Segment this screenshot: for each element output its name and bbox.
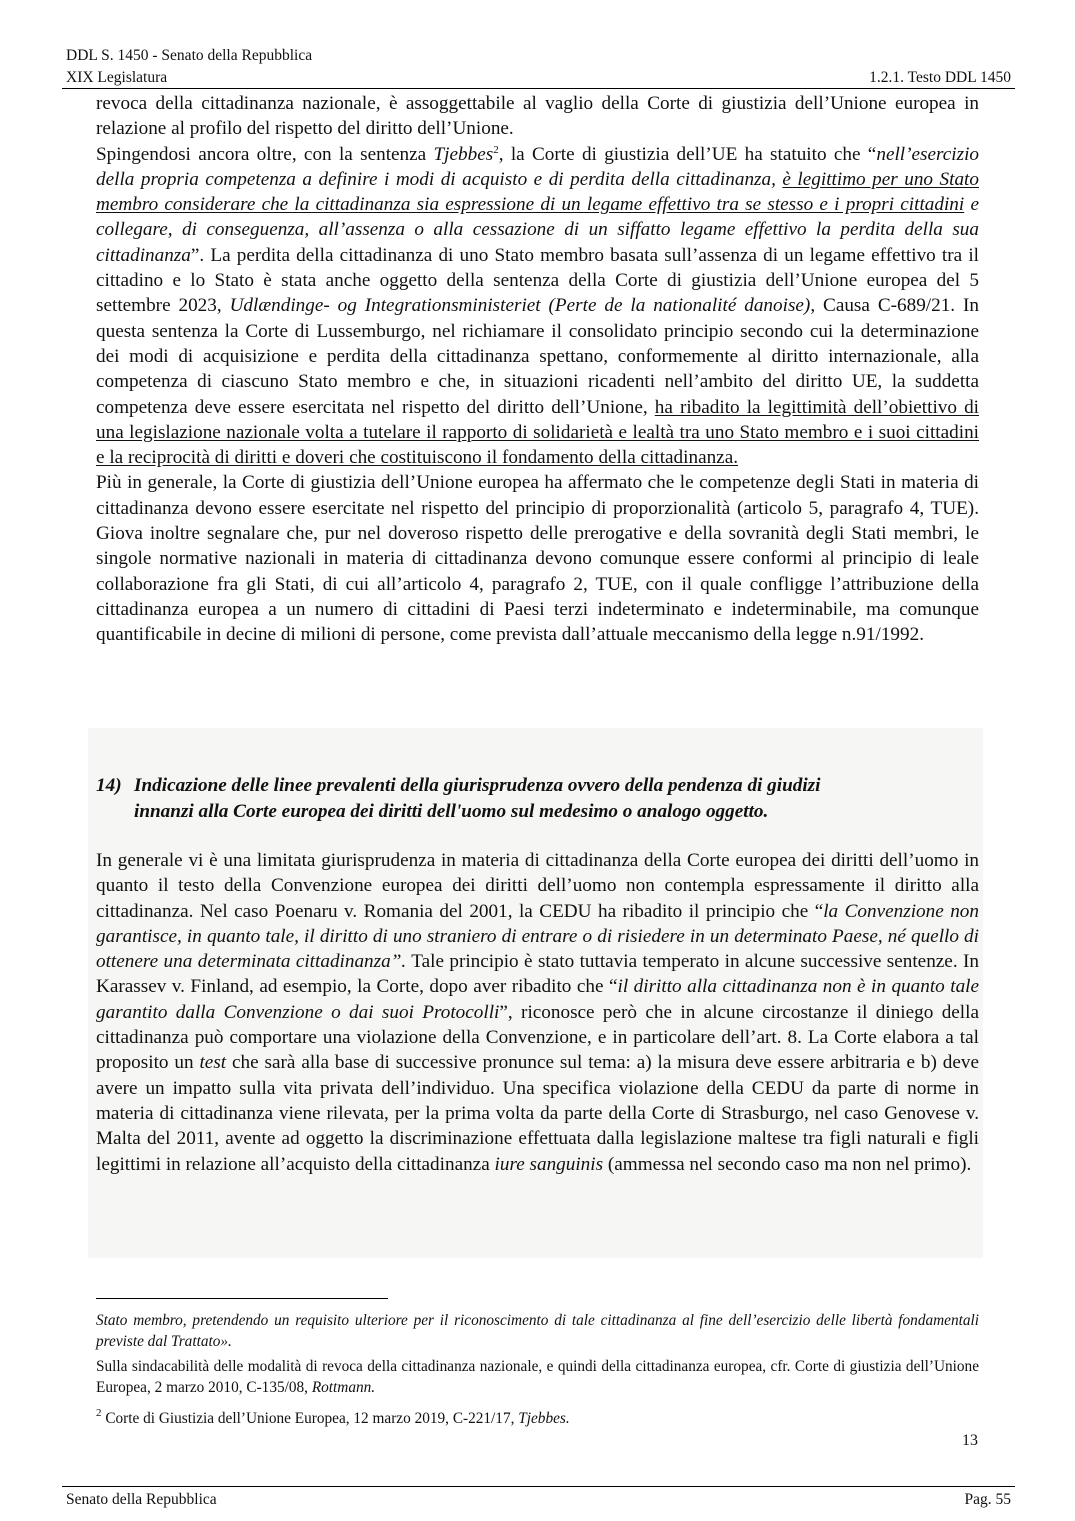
case-name-rottmann: Rottmann. <box>311 1378 376 1396</box>
header-legislature: XIX Legislatura <box>66 69 168 86</box>
term-italic: test <box>199 1052 227 1074</box>
text-run: ”, riconosce però che in alcune circostanze il diniego della cittadinanza può comportare una violazione della Convenzione, e in particolare dell’art. 8. La Corte elabora a tal proposito un <box>96 1001 979 1074</box>
paragraph-revoca: revoca della cittadinanza nazionale, è assoggettabile al vaglio della Corte di giustizia dell’Unione europea in relazione al profilo del rispetto del diritto dell’Unione. <box>96 93 979 140</box>
footnote-2 <box>96 1409 979 1430</box>
quote-italic: la Convenzione non garantisce, in quanto tale, il diritto di uno straniero di entrare o di risiedere in un determinato Paese, né quello di ottenere una determinata cittadinanza”. <box>96 900 979 973</box>
footer-page-number: Pag. 55 <box>964 1491 1011 1508</box>
term-italic: iure sanguinis <box>494 1153 604 1175</box>
footnote-divider <box>96 1298 388 1299</box>
text-run: Spingendosi ancora oltre, con la sentenza <box>96 143 434 165</box>
quote-italic: il diritto alla cittadinanza non è in quanto tale garantito dalla Convenzione o dai suoi Protocolli <box>96 976 980 1023</box>
section-14-body <box>96 848 979 1177</box>
heading-line-1: Indicazione delle linee prevalenti della giurisprudenza ovvero della pendenza di giudizi <box>134 775 821 796</box>
heading-line-2: innanzi alla Corte europea dei diritti dell'uomo sul medesimo o analogo oggetto. <box>134 801 769 822</box>
footer-divider <box>62 1486 1015 1487</box>
case-name-tjebbes: Tjebbes <box>433 143 494 165</box>
header-divider <box>62 88 1015 89</box>
paragraph-tjebbes <box>96 142 979 471</box>
inner-page-number: 13 <box>962 1432 978 1449</box>
quote-italic: e collegare, di conseguenza, all’assenza o alla cessazione di un siffatto legame effettivo la perdita della sua cittadinanza <box>96 194 979 266</box>
footer-institution: Senato della Repubblica <box>66 1491 217 1508</box>
quote-italic: nell’esercizio della propria competenza a definire i modi di acquisto e di perdita della cittadinanza, <box>96 143 979 190</box>
case-name-danish: Udlændinge- og Integrationsministeriet (Perte de la nationalité danoise) <box>229 295 811 317</box>
footnote-continuation: Stato membro, pretendendo un requisito ulteriore per il riconoscimento di tale cittadinanza al fine dell’esercizio delle libertà fondamentali previste dal Trattato». <box>96 1312 979 1350</box>
paragraph-cedu <box>96 848 979 1177</box>
text-run: Sulla sindacabilità delle modalità di revoca della cittadinanza nazionale, e quindi della cittadinanza europea, cfr. Corte di giustizia dell’Unione Europea, 2 marzo 2010, C-135/08, <box>96 1358 979 1396</box>
text-run: che sarà alla base di successive pronunce sul tema: a) la misura deve essere arbitraria e b) deve avere un impatto sulla vita privata dell’individuo. Una specifica violazione della CEDU da parte di norme in materia di cittadinanza viene rilevata, per la prima volta da parte della Corte di Strasburgo, nel caso Genovese v. Malta del 2011, avente ad oggetto la discriminazione effettuata dalla legislazione maltese tra figli naturali e figli legittimi in relazione all’acquisto della cittadinanza <box>96 1052 979 1175</box>
text-run: , la Corte di giustizia dell’UE ha statuito che “ <box>498 143 877 165</box>
underlined-statement: ha ribadito la legittimità dell’obiettivo di una legislazione nazionale volta a tutelare il rapporto di solidarietà e lealtà tra uno Stato membro e i suoi cittadini e la reciprocità di diritti e doveri che costituiscono il fondamento della cittadinanza. <box>96 396 980 469</box>
text-run: , Causa C-689/21. In questa sentenza la Corte di Lussemburgo, nel richiamare il consolidato principio secondo cui la determinazione dei modi di acquisizione e perdita della cittadinanza spettano, conformemente al diritto internazionale, alla competenza di ciascuno Stato membro e che, in situazioni ricadenti nell’ambito del diritto UE, la suddetta competenza deve essere esercitata nel rispetto del diritto dell’Unione, <box>96 295 979 418</box>
case-name-tjebbes: Tjebbes. <box>518 1410 570 1427</box>
text-run: Corte di Giustizia dell’Unione Europea, 12 marzo 2019, C-221/17, <box>101 1410 519 1427</box>
footnote-number: 2 <box>96 1407 102 1419</box>
text-run: In generale vi è una limitata giurisprudenza in materia di cittadinanza della Corte europea dei diritti dell’uomo in quanto il testo della Convenzione europea dei diritti dell’uomo non contempla espressamente il diritto alla cittadinanza. Nel caso Poenaru v. Romania del 2001, la CEDU ha ribadito il principio che “ <box>96 850 979 922</box>
section-number: 14) <box>96 775 122 796</box>
quote-underlined: è legittimo per uno Stato membro considerare che la cittadinanza sia espressione di un legame effettivo tra se stesso e i propri cittadini <box>96 168 979 216</box>
text-run: (ammessa nel secondo caso ma non nel primo). <box>603 1153 972 1175</box>
section-13-body <box>96 91 979 648</box>
paragraph-proporzionalita: Più in generale, la Corte di giustizia dell’Unione europea ha affermato che le competenze degli Stati in materia di cittadinanza devono essere esercitate nel rispetto del principio di proporzionalità (articolo 5, paragrafo 4, TUE). Giova inoltre segnalare che, pur nel doveroso rispetto delle prerogative e della sovranità degli Stati membri, le singole normative nazionali in materia di cittadinanza devono comunque essere conformi al principio di leale collaborazione fra gli Stati, di cui all’articolo 4, paragrafo 2, TUE, con il quale confligge l’attribuzione della cittadinanza europea a un numero di cittadini di Paesi terzi indeterminato e indeterminabile, ma comunque quantificabile in decine di milioni di persone, come prevista dall’attuale meccanismo della legge n.91/1992. <box>96 472 979 646</box>
text-run: Tale principio è stato tuttavia temperato in alcune successive sentenze. In Karassev v. Finland, ad esempio, la Corte, dopo aver ribadito che “ <box>96 951 979 998</box>
section-14-heading <box>96 773 979 825</box>
footnote-rottmann <box>96 1357 979 1398</box>
header-document-title: DDL S. 1450 - Senato della Repubblica <box>66 47 313 64</box>
footnote-ref: 2 <box>493 143 499 156</box>
text-run: ”. La perdita della cittadinanza di uno Stato membro basata sull’assenza di un legame effettivo tra il cittadino e lo Stato è stata anche oggetto della sentenza della Corte di giustizia dell’Unione europea del 5 settembre 2023, <box>96 244 979 317</box>
header-section-ref: 1.2.1. Testo DDL 1450 <box>869 69 1011 86</box>
